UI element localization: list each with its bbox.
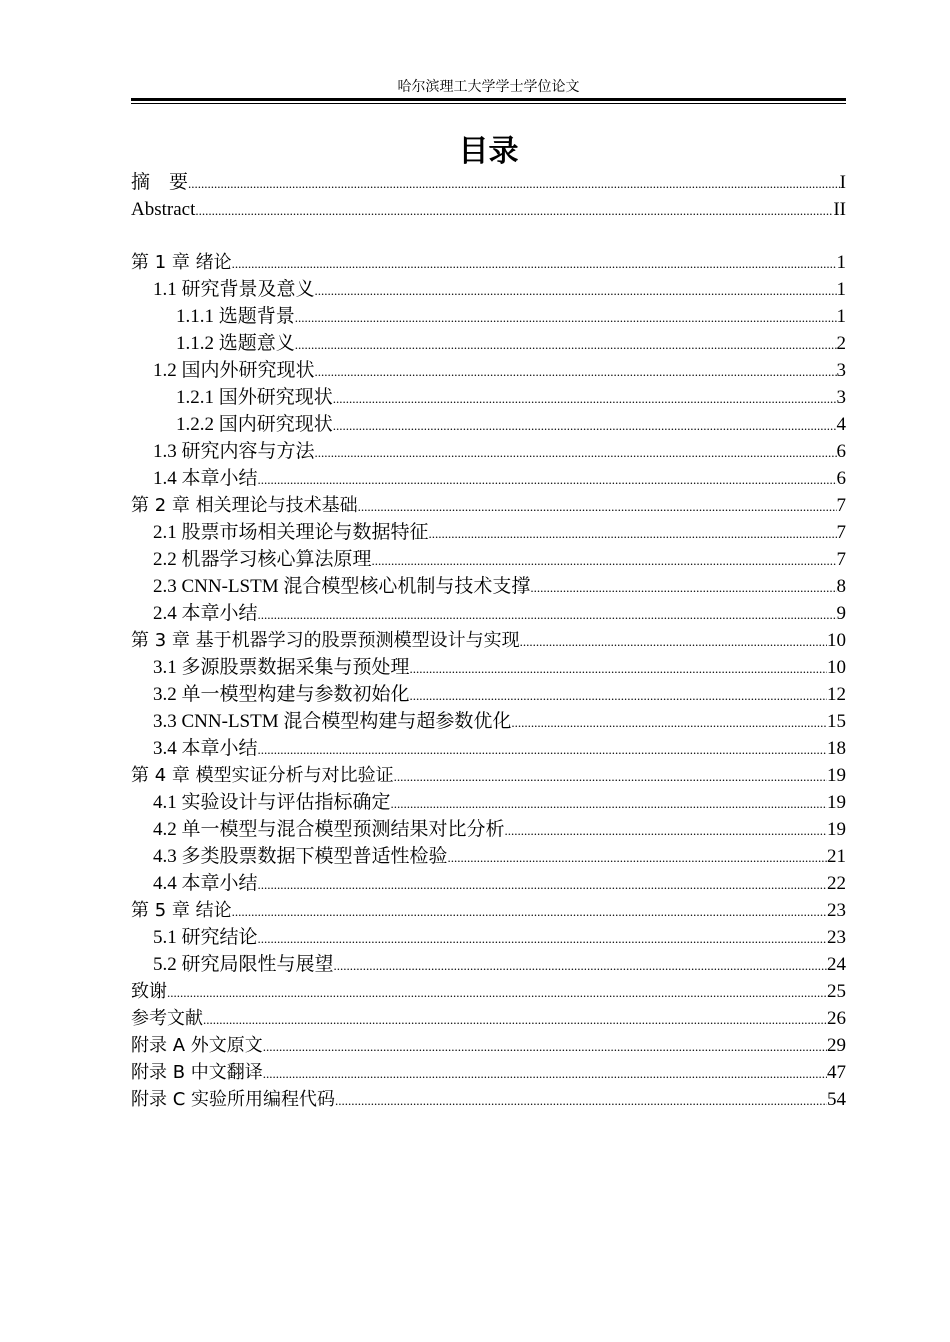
dot-leader — [520, 628, 827, 655]
toc-entry-page-number: 10 — [827, 657, 846, 678]
dot-leader — [410, 682, 827, 709]
toc-title: 目录 — [458, 134, 519, 169]
toc-entry-label: 4.3 多类股票数据下模型普适性检验 — [153, 846, 448, 867]
toc-entry[interactable] — [131, 627, 846, 654]
toc-entry-page-number: 25 — [827, 981, 846, 1002]
dot-leader — [391, 790, 827, 817]
toc-entry-page-number: 2 — [836, 333, 846, 354]
toc-entry-page-number: 3 — [836, 360, 846, 381]
dot-leader — [263, 1033, 827, 1060]
toc-entry[interactable] — [131, 735, 846, 762]
toc-entry-page-number: 23 — [827, 927, 846, 948]
toc-entry-label: 第 5 章 结论 — [131, 900, 232, 921]
dot-leader — [263, 1060, 827, 1087]
toc-entry[interactable] — [131, 600, 846, 627]
toc-entry[interactable] — [131, 897, 846, 924]
toc-entry-page-number: II — [833, 199, 846, 220]
toc-entry-page-number: 4 — [836, 414, 846, 435]
toc-entry-page-number: 8 — [836, 576, 846, 597]
toc-entry-label: 4.4 本章小结 — [153, 873, 258, 894]
dot-leader — [258, 466, 837, 493]
toc-entry-page-number: 7 — [836, 522, 846, 543]
toc-entry[interactable] — [131, 357, 846, 384]
toc-entry[interactable] — [131, 789, 846, 816]
toc-entry-page-number: 6 — [836, 441, 846, 462]
dot-leader — [188, 170, 840, 197]
dot-leader — [232, 250, 837, 277]
toc-entry-page-number: 29 — [827, 1035, 846, 1056]
toc-entry-page-number: 1 — [836, 252, 846, 273]
dot-leader — [167, 979, 827, 1006]
toc-entry[interactable] — [131, 330, 846, 357]
dot-leader — [195, 197, 833, 224]
toc-entry-label: 附录 A 外文原文 — [131, 1035, 263, 1056]
toc-entry-label: 4.1 实验设计与评估指标确定 — [153, 792, 391, 813]
dot-leader — [232, 898, 827, 925]
dot-leader — [295, 331, 837, 358]
dot-leader — [530, 574, 836, 601]
table-of-contents — [131, 169, 846, 1113]
toc-entry-label: 3.4 本章小结 — [153, 738, 258, 759]
toc-entry-page-number: 1 — [836, 279, 846, 300]
toc-entry-label: 摘 要 — [131, 172, 189, 193]
toc-entry-label: 第 4 章 模型实证分析与对比验证 — [131, 765, 394, 786]
toc-entry-label: 1.2.2 国内研究现状 — [176, 414, 333, 435]
toc-entry-page-number: 47 — [827, 1062, 846, 1083]
toc-entry-label: 第 3 章 基于机器学习的股票预测模型设计与实现 — [131, 630, 520, 651]
toc-entry-page-number: 9 — [836, 603, 846, 624]
dot-leader — [429, 520, 837, 547]
running-header: 哈尔滨理工大学学士学位论文 — [397, 79, 580, 95]
dot-leader — [315, 277, 837, 304]
toc-entry-label: 附录 B 中文翻译 — [131, 1062, 263, 1083]
toc-entry-page-number: 7 — [836, 495, 846, 516]
header-rule-thin — [131, 103, 846, 104]
toc-entry-label: 1.1 研究背景及意义 — [153, 279, 315, 300]
dot-leader — [258, 925, 827, 952]
toc-entry[interactable] — [131, 654, 846, 681]
dot-leader — [315, 439, 837, 466]
toc-entry[interactable] — [131, 951, 846, 978]
toc-entry-label: 1.3 研究内容与方法 — [153, 441, 315, 462]
toc-entry[interactable] — [131, 196, 846, 223]
toc-entry-page-number: I — [839, 172, 846, 193]
toc-entry[interactable] — [131, 411, 846, 438]
dot-leader — [258, 871, 827, 898]
toc-entry[interactable] — [131, 1005, 846, 1032]
toc-entry[interactable] — [131, 708, 846, 735]
toc-entry-page-number: 12 — [827, 684, 846, 705]
toc-entry[interactable] — [131, 303, 846, 330]
toc-entry-label: 附录 C 实验所用编程代码 — [131, 1089, 336, 1110]
toc-entry[interactable] — [131, 924, 846, 951]
toc-entry-page-number: 19 — [827, 765, 846, 786]
toc-entry-page-number: 22 — [827, 873, 846, 894]
dot-leader — [394, 763, 827, 790]
toc-entry-label: 第 1 章 绪论 — [131, 252, 232, 273]
toc-entry-page-number: 21 — [827, 846, 846, 867]
toc-entry[interactable] — [131, 384, 846, 411]
dot-leader — [333, 385, 837, 412]
toc-entry[interactable] — [131, 169, 846, 196]
toc-entry-page-number: 1 — [836, 306, 846, 327]
toc-entry[interactable] — [131, 249, 846, 276]
toc-entry[interactable] — [131, 1032, 846, 1059]
toc-entry[interactable] — [131, 438, 846, 465]
toc-entry-page-number: 15 — [827, 711, 846, 732]
dot-leader — [448, 844, 827, 871]
toc-entry-label: 1.1.2 选题意义 — [176, 333, 295, 354]
toc-entry[interactable] — [131, 1059, 846, 1086]
toc-entry-label: 5.2 研究局限性与展望 — [153, 954, 334, 975]
toc-entry-page-number: 6 — [836, 468, 846, 489]
toc-entry-label: 2.3 CNN-LSTM 混合模型核心机制与技术支撑 — [153, 576, 531, 597]
toc-entry-label: Abstract — [131, 199, 196, 220]
toc-entry[interactable] — [131, 465, 846, 492]
toc-entry[interactable] — [131, 843, 846, 870]
header-rule-thick — [131, 98, 846, 101]
toc-entry[interactable] — [131, 492, 846, 519]
toc-entry-page-number: 10 — [827, 630, 846, 651]
dot-leader — [258, 601, 837, 628]
toc-entry-page-number: 23 — [827, 900, 846, 921]
toc-entry[interactable] — [131, 681, 846, 708]
toc-entry-label: 3.2 单一模型构建与参数初始化 — [153, 684, 410, 705]
dot-leader — [334, 952, 827, 979]
toc-entry[interactable] — [131, 519, 846, 546]
dot-leader — [511, 709, 827, 736]
dot-leader — [333, 412, 837, 439]
toc-entry[interactable] — [131, 573, 846, 600]
toc-entry-label: 1.2 国内外研究现状 — [153, 360, 315, 381]
toc-entry[interactable] — [131, 870, 846, 897]
toc-entry-page-number: 54 — [827, 1089, 846, 1110]
toc-entry-label: 4.2 单一模型与混合模型预测结果对比分析 — [153, 819, 505, 840]
toc-entry-label: 1.4 本章小结 — [153, 468, 258, 489]
toc-entry[interactable] — [131, 762, 846, 789]
dot-leader — [372, 547, 837, 574]
toc-entry-label: 3.1 多源股票数据采集与预处理 — [153, 657, 410, 678]
toc-entry-label: 1.2.1 国外研究现状 — [176, 387, 333, 408]
dot-leader — [410, 655, 827, 682]
toc-entry-page-number: 19 — [827, 819, 846, 840]
toc-entry-page-number: 19 — [827, 792, 846, 813]
toc-entry-label: 5.1 研究结论 — [153, 927, 258, 948]
dot-leader — [315, 358, 837, 385]
toc-entry[interactable] — [131, 1086, 846, 1113]
dot-leader — [295, 304, 837, 331]
toc-entry-label: 参考文献 — [131, 1008, 203, 1029]
toc-entry-label: 3.3 CNN-LSTM 混合模型构建与超参数优化 — [153, 711, 512, 732]
dot-leader — [505, 817, 827, 844]
dot-leader — [335, 1087, 827, 1114]
toc-entry[interactable] — [131, 816, 846, 843]
toc-entry-label: 2.1 股票市场相关理论与数据特征 — [153, 522, 429, 543]
toc-entry[interactable] — [131, 546, 846, 573]
toc-entry-label: 致谢 — [131, 981, 167, 1002]
toc-entry[interactable] — [131, 276, 846, 303]
toc-entry-page-number: 24 — [827, 954, 846, 975]
toc-entry-page-number: 3 — [836, 387, 846, 408]
dot-leader — [258, 736, 827, 763]
dot-leader — [358, 493, 837, 520]
dot-leader — [203, 1006, 827, 1033]
toc-entry-page-number: 18 — [827, 738, 846, 759]
toc-entry[interactable] — [131, 978, 846, 1005]
toc-entry-label: 2.4 本章小结 — [153, 603, 258, 624]
toc-entry-page-number: 7 — [836, 549, 846, 570]
toc-entry-label: 2.2 机器学习核心算法原理 — [153, 549, 372, 570]
toc-entry-label: 第 2 章 相关理论与技术基础 — [131, 495, 358, 516]
toc-entry-label: 1.1.1 选题背景 — [176, 306, 295, 327]
toc-entry-page-number: 26 — [827, 1008, 846, 1029]
